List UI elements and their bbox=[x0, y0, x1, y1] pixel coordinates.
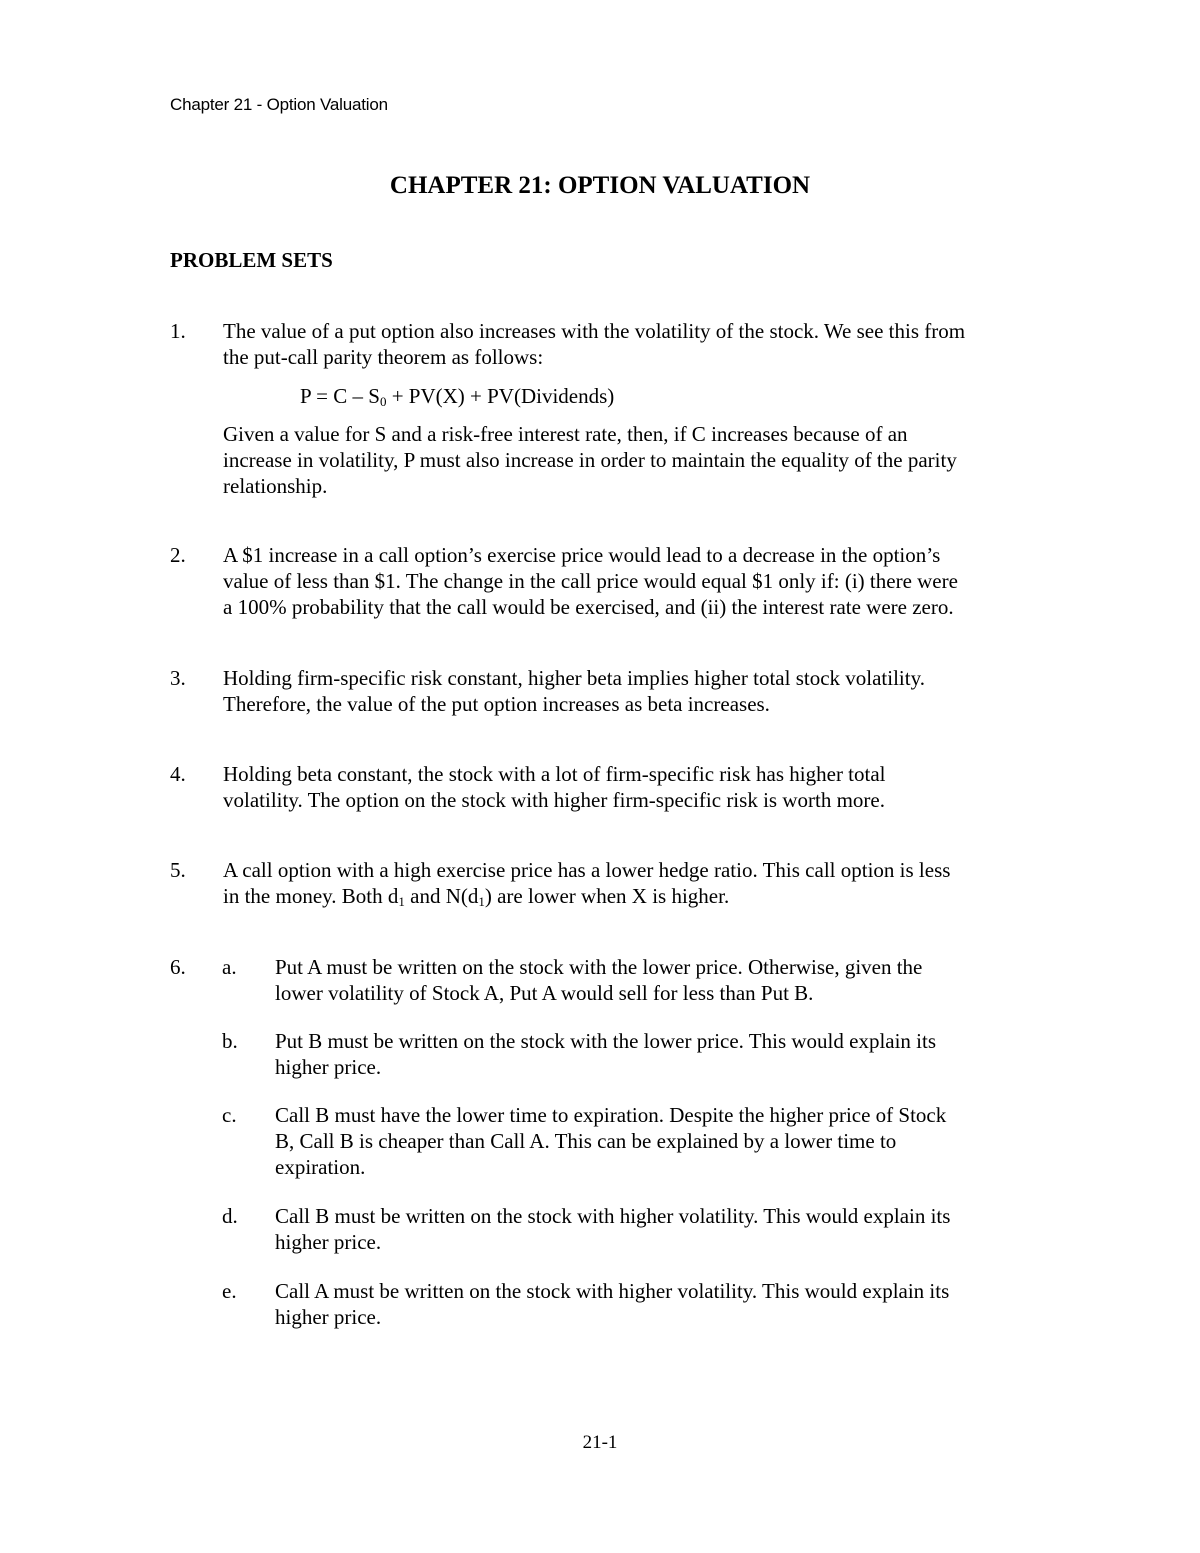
text-line: increase in volatility, P must also increase in order to maintain the equality of the parity bbox=[223, 448, 957, 472]
text-line: in the money. Both $d_1$ and $N(d_1)$ are lower when X is higher. bbox=[223, 884, 730, 909]
text-line: Put A must be written on the stock with the lower price. Otherwise, given the bbox=[275, 955, 923, 979]
item-text bbox=[223, 421, 1070, 499]
sub-item-letter: b. bbox=[222, 1029, 238, 1053]
page-number: 21-1 bbox=[582, 1432, 618, 1453]
sub-item-text bbox=[275, 1203, 1070, 1255]
text-line: B, Call B is cheaper than Call A. This can be explained by a lower time to bbox=[275, 1129, 897, 1153]
text-line: value of less than $1. The change in the call price would equal $1 only if: (i) there were bbox=[223, 569, 958, 593]
text-line: volatility. The option on the stock with higher firm-specific risk is worth more. bbox=[223, 788, 885, 812]
text-line: A $1 increase in a call option’s exercise price would lead to a decrease in the option’s bbox=[223, 543, 941, 567]
item-text bbox=[223, 665, 1070, 717]
item-text bbox=[223, 318, 1070, 370]
text-line: Put B must be written on the stock with the lower price. This would explain its bbox=[275, 1029, 937, 1053]
sub-item-text bbox=[275, 1102, 1070, 1180]
item-number: 2. bbox=[170, 543, 186, 567]
item-number: 4. bbox=[170, 762, 186, 786]
sub-item-letter: c. bbox=[222, 1103, 237, 1127]
text-line: Holding firm-specific risk constant, higher beta implies higher total stock volatility. bbox=[223, 666, 925, 690]
text-line: the put-call parity theorem as follows: bbox=[223, 345, 544, 369]
text-line: Given a value for S and a risk-free interest rate, then, if C increases because of an bbox=[223, 422, 908, 446]
text-line: higher price. bbox=[275, 1305, 382, 1329]
sub-item-letter: d. bbox=[222, 1204, 238, 1228]
item-text bbox=[223, 761, 1070, 813]
sub-item-letter: a. bbox=[222, 955, 237, 979]
sub-item-text bbox=[275, 1028, 1070, 1080]
item-number: 6. bbox=[170, 955, 186, 979]
item-text bbox=[223, 542, 1070, 620]
text-line: Therefore, the value of the put option increases as beta increases. bbox=[223, 692, 770, 716]
text-line: expiration. bbox=[275, 1155, 366, 1179]
text-line: a 100% probability that the call would be exercised, and (ii) the interest rate were zero. bbox=[223, 595, 954, 619]
text-line: lower volatility of Stock A, Put A would sell for less than Put B. bbox=[275, 981, 814, 1005]
text-line: A call option with a high exercise price has a lower hedge ratio. This call option is less bbox=[223, 858, 951, 882]
sub-item-letter: e. bbox=[222, 1279, 237, 1303]
text-line: Call B must have the lower time to expiration. Despite the higher price of Stock bbox=[275, 1103, 947, 1127]
item-number: 3. bbox=[170, 666, 186, 690]
item-number: 5. bbox=[170, 858, 186, 882]
section-heading: PROBLEM SETS bbox=[170, 248, 333, 272]
text-line: relationship. bbox=[223, 474, 328, 498]
sub-item-text bbox=[275, 954, 1070, 1006]
text-line: higher price. bbox=[275, 1055, 382, 1079]
chapter-title: CHAPTER 21: OPTION VALUATION bbox=[389, 172, 811, 199]
text-line: higher price. bbox=[275, 1230, 382, 1254]
running-header: Chapter 21 - Option Valuation bbox=[170, 95, 388, 114]
item-number: 1. bbox=[170, 319, 186, 343]
text-line: Holding beta constant, the stock with a lot of firm-specific risk has higher total bbox=[223, 762, 886, 786]
text-line: The value of a put option also increases with the volatility of the stock. We see this from bbox=[223, 319, 966, 343]
item-text bbox=[223, 857, 1070, 909]
sub-item-text bbox=[275, 1278, 1070, 1330]
text-line: Call B must be written on the stock with higher volatility. This would explain its bbox=[275, 1204, 951, 1228]
text-line: Call A must be written on the stock with higher volatility. This would explain its bbox=[275, 1279, 950, 1303]
put-call-parity-formula: $P = C - S_0 + PV(X)$ + PV(Dividends) bbox=[300, 384, 615, 409]
